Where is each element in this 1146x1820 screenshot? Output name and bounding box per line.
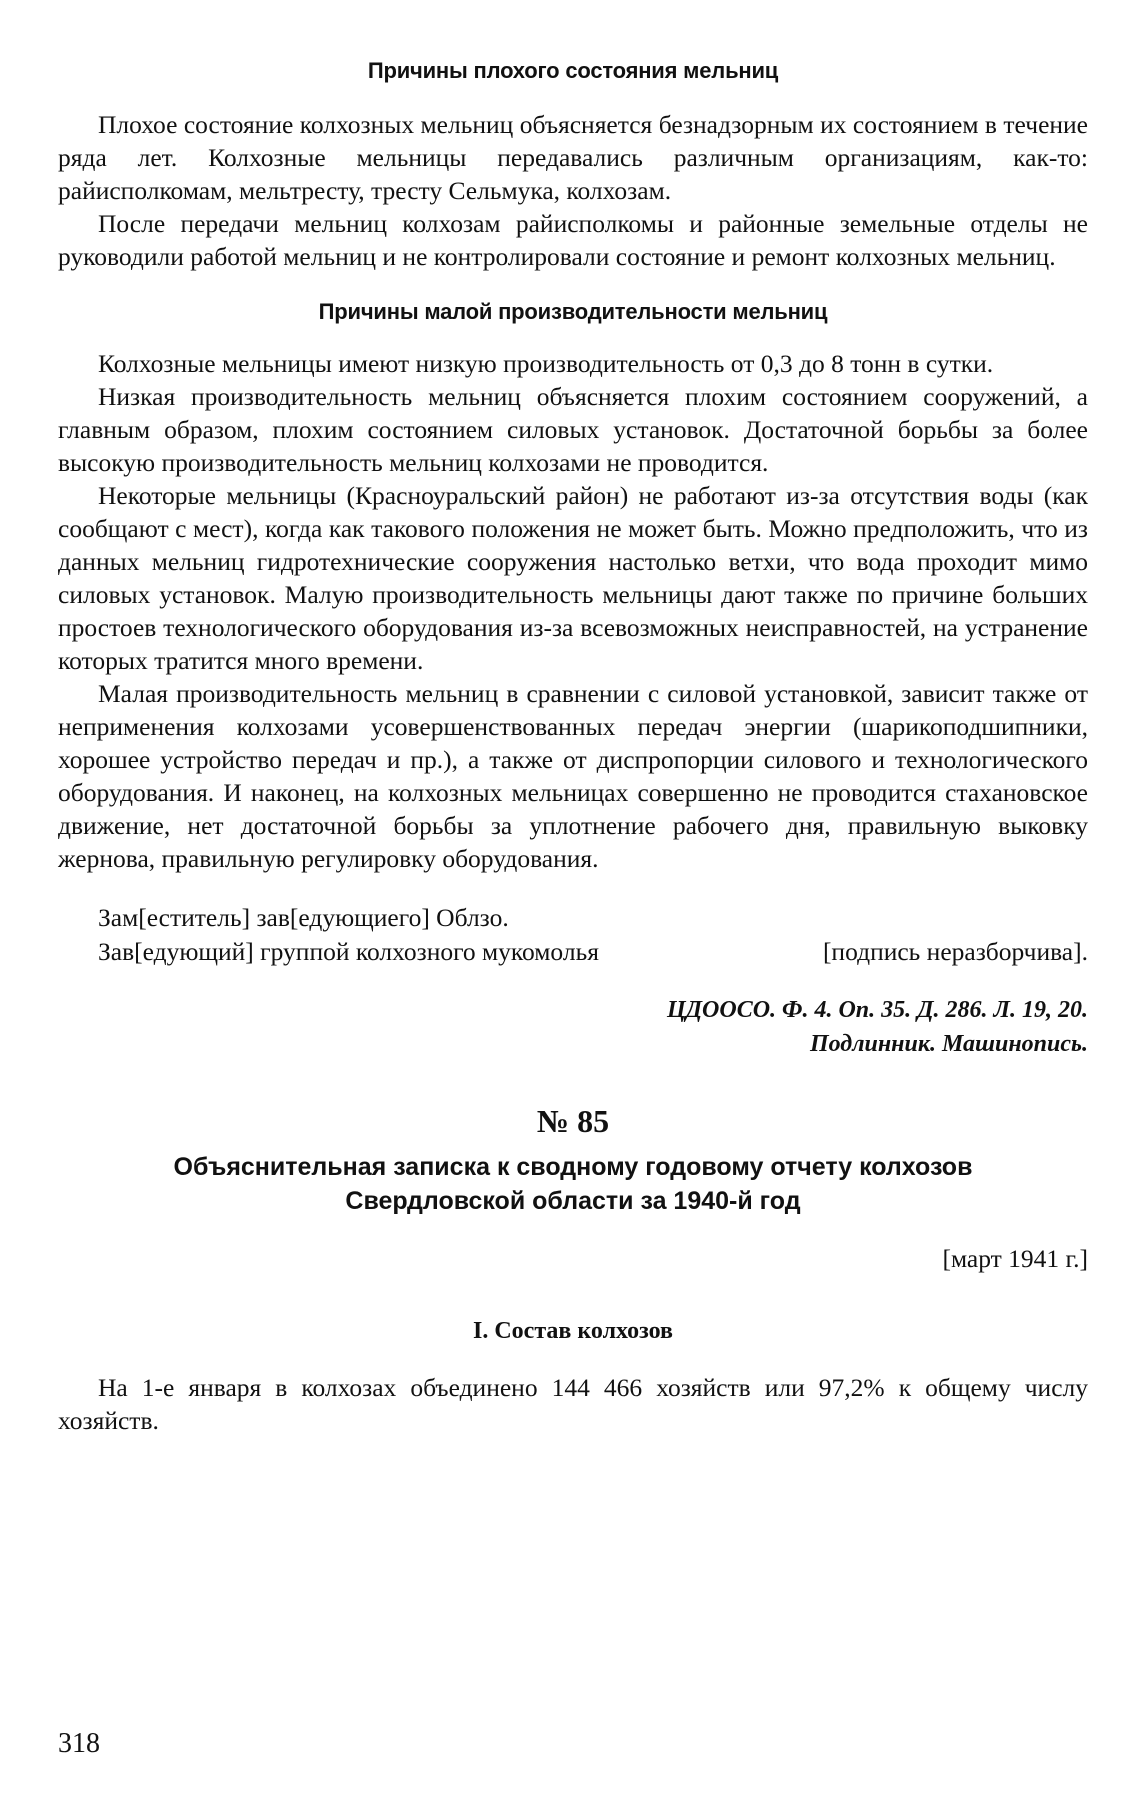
section-heading-low-productivity: Причины малой производительности мельниц [318, 299, 828, 324]
paragraph: На 1-е января в колхозах объединено 144 466 хозяйств или 97,2% к общему числу хозяйств. [58, 1373, 1088, 1435]
signature-block [58, 901, 1088, 969]
paragraph: Малая производительность мельниц в сравнении с силовой установкой, зависит также от неприменения колхозами усовершенствованных передач энергии (шарикоподшипники, хорошее устройство передач и пр.), а также от диспропорции силового и технологического оборудования. И наконец, на колхозных мельницах совершенно не проводится стахановское движение, нет достаточной борьбы за уплотнение рабочего дня, правильную выковку жернова, правильную регулировку оборудования. [58, 679, 1088, 873]
document-number: № 85 [536, 1103, 610, 1139]
document-title [58, 1150, 1088, 1218]
signature-row [98, 935, 1088, 969]
signature-line-1: Зам[еститель] зав[едующиего] Облзо. [98, 903, 509, 932]
document-title-line-1: Объяснительная записка к сводному годовому отчету колхозов [173, 1153, 973, 1181]
archive-source-line-1: ЦДООСО. Ф. 4. Оп. 35. Д. 286. Л. 19, 20. [666, 997, 1088, 1023]
section-heading-composition: I. Состав колхозов [473, 1318, 673, 1344]
page-number: 318 [58, 1728, 100, 1759]
section-heading-bad-state: Причины плохого состояния мельниц [367, 58, 779, 83]
paragraph: После передачи мельниц колхозам райисполкомы и районные земельные отделы не руководили работой мельниц и не контролировали состояние и ремонт колхозных мельниц. [58, 209, 1088, 271]
paragraph: Плохое состояние колхозных мельниц объясняется безнадзорным их состоянием в течение ряда лет. Колхозные мельницы передавались различным организациям, как-то: райисполкомам, мельтресту, тресту Сельмука, колхозам. [58, 110, 1088, 205]
archive-source-line-2: Подлинник. Машинопись. [809, 1031, 1088, 1057]
paragraph: Колхозные мельницы имеют низкую производительность от 0,3 до 8 тонн в сутки. [98, 349, 994, 378]
document-date: [март 1941 г.] [942, 1244, 1088, 1273]
paragraph: Низкая производительность мельниц объясняется плохим состоянием сооружений, а главным образом, плохим состоянием силовых установок. Достаточной борьбы за более высокую производительность мельниц колхозами не проводится. [58, 382, 1088, 477]
signature-line-2: Зав[едующий] группой колхозного мукомолья [98, 937, 599, 966]
document-title-line-2: Свердловской области за 1940-й год [345, 1187, 801, 1215]
signature-note: [подпись неразборчива]. [822, 937, 1088, 966]
paragraph: Некоторые мельницы (Красноуральский район) не работают из-за отсутствия воды (как сообщают с мест), когда как такового положения не может быть. Можно предположить, что из данных мельниц гидротехнические сооружения настолько ветхи, что вода проходит мимо силовых установок. Малую производительность мельницы дают также по причине больших простоев технологического оборудования из-за всевозможных неисправностей, на устранение которых тратится много времени. [58, 481, 1088, 675]
archive-source [58, 993, 1088, 1061]
